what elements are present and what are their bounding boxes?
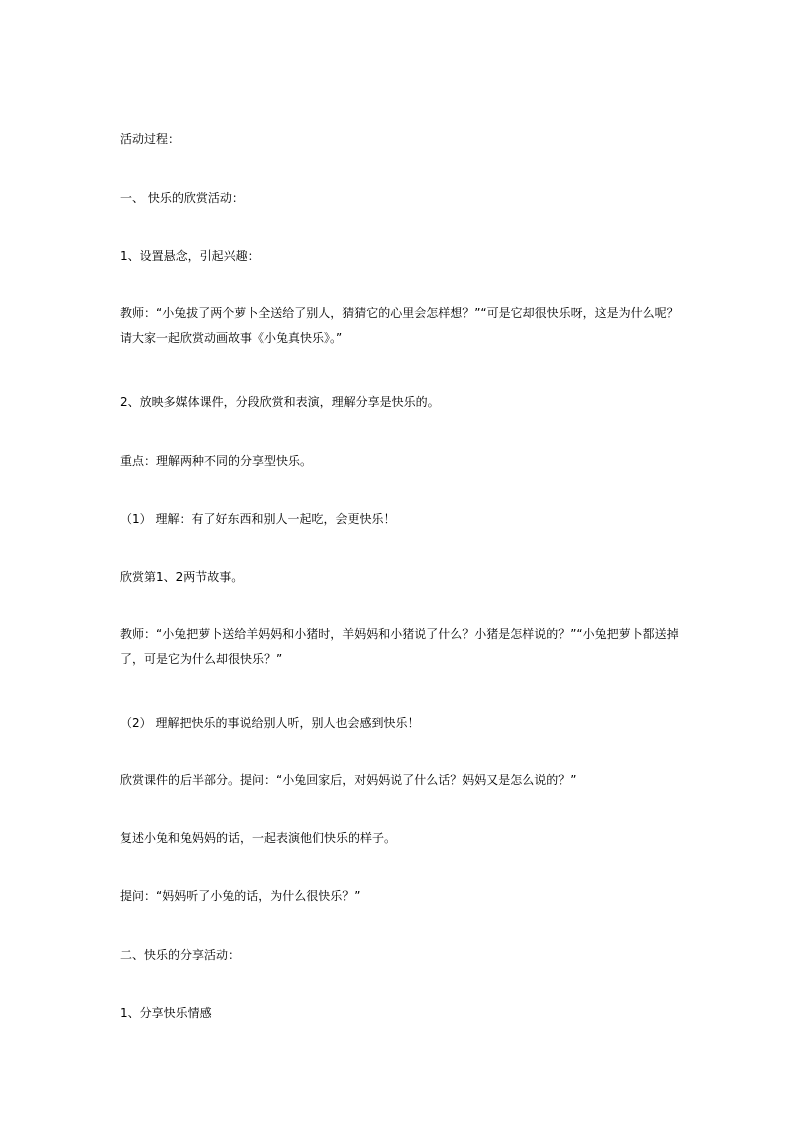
paragraph-share-emotions: 1、分享快乐情感 — [120, 1006, 212, 1020]
paragraph-step-2-multimedia: 2、放映多媒体课件，分段欣赏和表演，理解分享是快乐的。 — [120, 395, 440, 409]
paragraph-appreciate-sections: 欣赏第1、2两节故事。 — [120, 570, 244, 584]
paragraph-appreciate-second-half: 欣赏课件的后半部分。提问：“小兔回家后，对妈妈说了什么话？妈妈又是怎么说的？” — [120, 773, 577, 787]
paragraph-understanding-2: （2） 理解把快乐的事说给别人听，别人也会感到快乐！ — [120, 716, 420, 730]
paragraph-retell-and-act: 复述小兔和兔妈妈的话，一起表演他们快乐的样子。 — [120, 831, 397, 845]
paragraph-understanding-1: （1） 理解：有了好东西和别人一起吃，会更快乐！ — [120, 512, 396, 526]
paragraph-section-two-heading: 二、快乐的分享活动： — [120, 948, 241, 962]
paragraph-activity-process: 活动过程： — [120, 132, 181, 146]
paragraph-question-mother: 提问：“妈妈听了小兔的话，为什么很快乐？” — [120, 889, 361, 903]
paragraph-section-one-heading: 一、 快乐的欣赏活动： — [120, 191, 244, 205]
paragraph-teacher-question-2: 教师：“小兔把萝卜送给羊妈妈和小猪时，羊妈妈和小猪说了什么？小猪是怎样说的？”“小兔把萝卜都送掉了，可是它为什么却很快乐？” — [120, 627, 679, 666]
paragraph-key-point: 重点：理解两种不同的分享型快乐。 — [120, 454, 313, 468]
paragraph-teacher-question-1: 教师：“小兔拔了两个萝卜全送给了别人，猜猜它的心里会怎样想？”“可是它却很快乐呀，这是为什么呢？请大家一起欣赏动画故事《小兔真快乐》。” — [120, 306, 679, 345]
paragraph-step-1-suspense: 1、设置悬念，引起兴趣： — [120, 249, 260, 263]
